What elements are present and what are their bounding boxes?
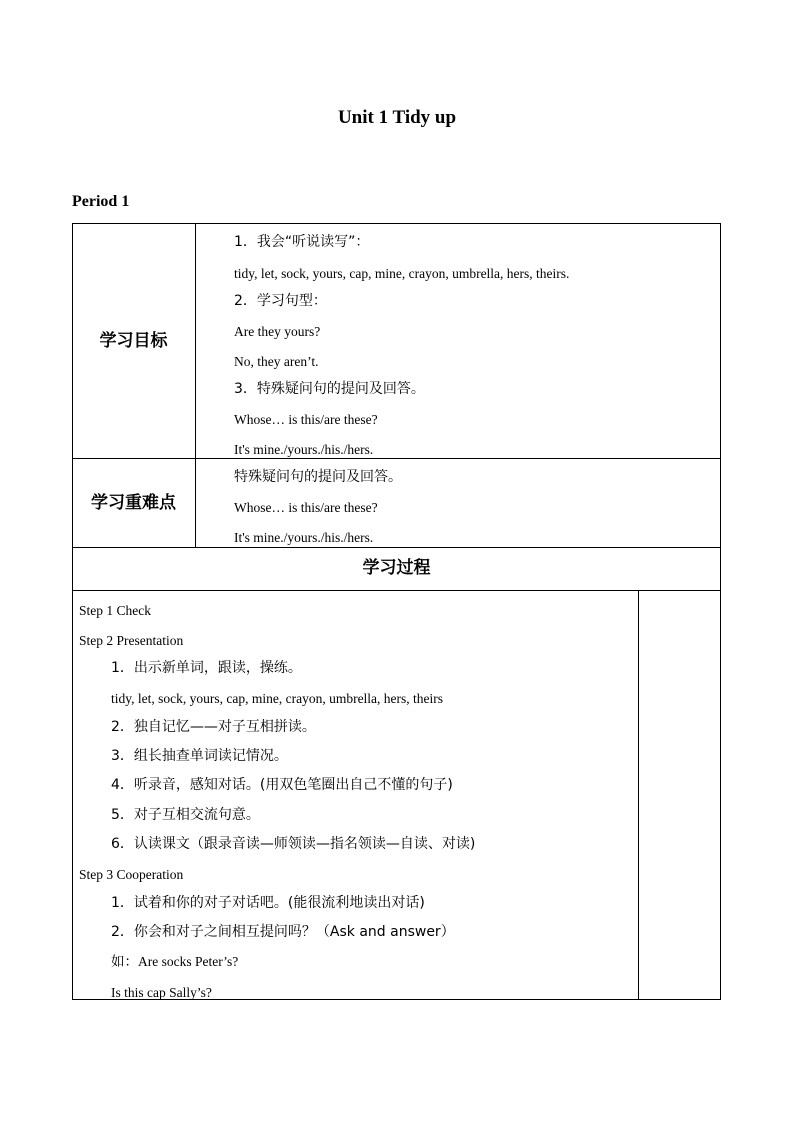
key-points-line: It's mine./yours./his./hers. <box>234 530 374 545</box>
row-divider-keypoints <box>72 547 721 548</box>
process-line: 如：Are socks Peter’s? <box>111 954 239 969</box>
row-divider-objectives <box>72 458 721 459</box>
process-line: 6．认读课文（跟录音读—师领读—指名领读—自读、对读) <box>111 836 476 852</box>
objectives-line: It's mine./yours./his./hers. <box>234 442 374 457</box>
process-heading: 学习过程 <box>362 558 431 578</box>
objectives-line: tidy, let, sock, yours, cap, mine, crayon, umbrella, hers, theirs. <box>234 266 570 281</box>
process-line: 2．你会和对子之间相互提问吗？（Ask and answer） <box>111 924 455 940</box>
process-line: 3．组长抽查单词读记情况。 <box>111 748 288 764</box>
objectives-line: 3．特殊疑问句的提问及回答。 <box>234 381 425 397</box>
objectives-line: Whose… is this/are these? <box>234 412 378 427</box>
process-line: Step 3 Cooperation <box>79 867 184 882</box>
process-line: 2．独自记忆——对子互相拼读。 <box>111 719 316 735</box>
key-points-line: 特殊疑问句的提问及回答。 <box>234 469 402 485</box>
process-line: Step 1 Check <box>79 603 151 618</box>
document-title: Unit 1 Tidy up <box>337 107 457 128</box>
key-points-line: Whose… is this/are these? <box>234 500 378 515</box>
row-divider-process-header <box>72 590 721 591</box>
process-line: tidy, let, sock, yours, cap, mine, crayon, umbrella, hers, theirs <box>111 691 444 706</box>
column-divider-heading <box>195 223 196 547</box>
column-divider-notes <box>638 590 639 1000</box>
objectives-line: 1．我会“听说读写”： <box>234 234 370 250</box>
process-line: Is this cap Sally’s? <box>111 985 212 1000</box>
process-line: Step 2 Presentation <box>79 633 184 648</box>
process-line: 4．听录音，感知对话。(用双色笔圈出自己不懂的句子) <box>111 777 453 793</box>
objectives-line: 2．学习句型： <box>234 293 327 309</box>
key-points-heading: 学习重难点 <box>91 493 176 513</box>
objectives-line: Are they yours? <box>234 324 321 339</box>
process-line: 1．试着和你的对子对话吧。(能很流利地读出对话) <box>111 895 425 911</box>
process-line: 5．对子互相交流句意。 <box>111 807 260 823</box>
objectives-line: No, they aren’t. <box>234 354 319 369</box>
process-line: 1．出示新单词，跟读，操练。 <box>111 660 302 676</box>
period-heading: Period 1 <box>72 193 130 210</box>
objectives-heading: 学习目标 <box>99 331 168 351</box>
